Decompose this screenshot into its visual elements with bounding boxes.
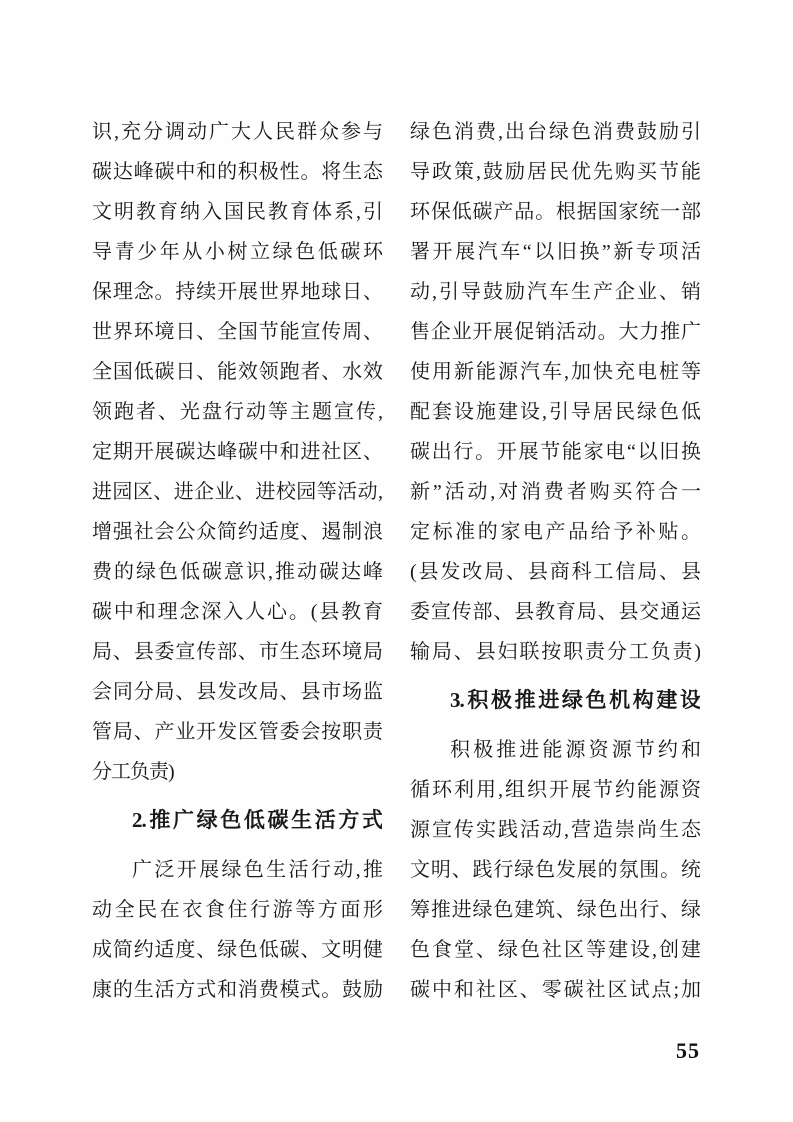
paragraph	[92, 850, 382, 1010]
text-line: 循环利用,组织开展节约能源资	[410, 779, 700, 801]
text-line: (县发改局、县商科工信局、县	[410, 561, 700, 583]
text-line: 定期开展碳达峰碳中和进社区、	[92, 441, 382, 463]
text-line: 碳中和理念深入人心。(县教育	[92, 601, 382, 623]
text-line: 环保低碳产品。根据国家统一部	[410, 201, 700, 223]
text-line: 新”活动,对消费者购买符合一	[410, 481, 700, 503]
text-line: 进园区、进企业、进校园等活动,	[92, 481, 382, 503]
text-line: 配套设施建设,引导居民绿色低	[410, 401, 700, 423]
paragraph	[410, 730, 700, 1010]
text-line: 管局、产业开发区管委会按职责	[92, 721, 382, 743]
text-line: 碳中和社区、零碳社区试点;加	[410, 979, 700, 1001]
text-line: 碳达峰碳中和的积极性。将生态	[92, 161, 382, 183]
text-line: 增强社会公众简约适度、遏制浪	[92, 521, 382, 543]
text-line: 积极推进能源资源节约和	[450, 739, 700, 761]
text-line: 碳出行。开展节能家电“以旧换	[410, 441, 700, 463]
text-line: 文明教育纳入国民教育体系,引	[92, 201, 382, 223]
text-line: 委宣传部、县教育局、县交通运	[410, 601, 700, 623]
paragraph	[410, 112, 700, 672]
text-line: 分工负责)	[92, 761, 174, 783]
page-number: 55	[676, 1038, 700, 1063]
text-line: 康的生活方式和消费模式。鼓励	[92, 979, 382, 1001]
text-line: 源宣传实践活动,营造崇尚生态	[410, 819, 700, 841]
text-line: 世界环境日、全国节能宣传周、	[92, 321, 382, 343]
text-line: 售企业开展促销活动。大力推广	[410, 321, 700, 343]
text-line: 费的绿色低碳意识,推动碳达峰	[92, 561, 382, 583]
text-line: 全国低碳日、能效领跑者、水效	[92, 361, 382, 383]
text-line: 广泛开展绿色生活行动,推	[132, 859, 382, 881]
paragraph	[92, 112, 382, 792]
text-line: 保理念。持续开展世界地球日、	[92, 281, 382, 303]
text-line: 导政策,鼓励居民优先购买节能	[410, 161, 700, 183]
column-right	[410, 112, 700, 1010]
text-line: 色食堂、绿色社区等建设,创建	[410, 939, 700, 961]
text-line: 成简约适度、绿色低碳、文明健	[92, 939, 382, 961]
text-line: 文明、践行绿色发展的氛围。统	[410, 859, 700, 881]
text-line: 动,引导鼓励汽车生产企业、销	[410, 281, 700, 303]
text-line: 动全民在衣食住行游等方面形	[92, 899, 382, 921]
text-line: 使用新能源汽车,加快充电桩等	[410, 361, 700, 383]
text-line: 导青少年从小树立绿色低碳环	[92, 241, 382, 263]
section-heading: 3.积极推进绿色机构建设	[450, 688, 700, 712]
text-line: 局、县委宣传部、市生态环境局	[92, 641, 382, 663]
text-line: 识,充分调动广大人民群众参与	[92, 121, 382, 143]
text-line: 输局、县妇联按职责分工负责)	[410, 641, 700, 663]
section-heading: 2.推广绿色低碳生活方式	[132, 808, 382, 832]
two-column-text	[92, 112, 700, 1010]
column-left	[92, 112, 382, 1010]
text-line: 绿色消费,出台绿色消费鼓励引	[410, 121, 700, 143]
text-line: 筹推进绿色建筑、绿色出行、绿	[410, 899, 700, 921]
text-line: 定标准的家电产品给予补贴。	[410, 521, 700, 543]
text-line: 会同分局、县发改局、县市场监	[92, 681, 382, 703]
text-line: 署开展汽车“以旧换”新专项活	[410, 241, 700, 263]
text-line: 领跑者、光盘行动等主题宣传,	[92, 401, 382, 423]
